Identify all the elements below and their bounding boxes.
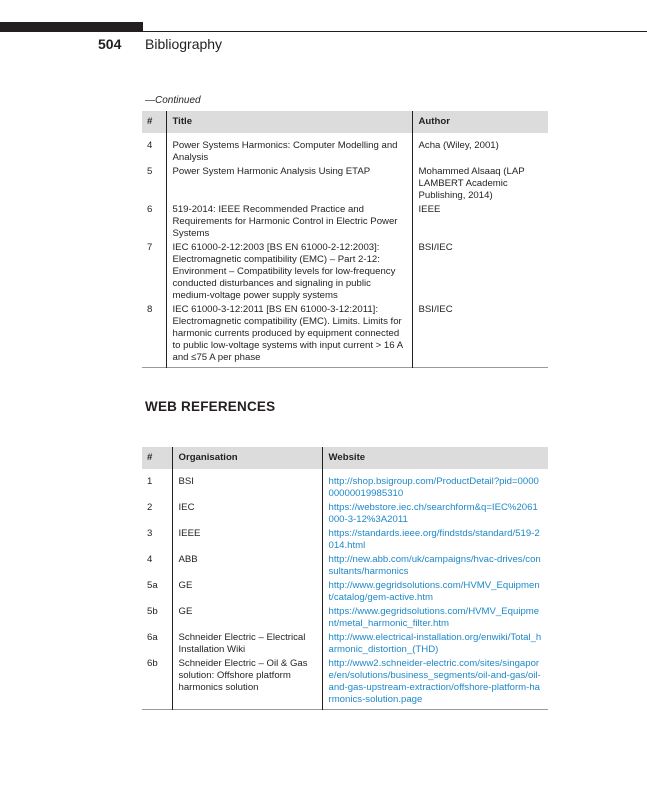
- book-author: BSI/IEC: [418, 242, 453, 253]
- book-title: IEC 61000-3-12:2011 [BS EN 61000-3-12:2011]: Electromagnetic compatibility (EMC). Limits. Limits for harmonic currents produced by equipment connected to public low-voltage systems with input current > 16 A and ≤75 A per phase: [166, 303, 412, 368]
- organisation-name: BSI: [172, 475, 322, 501]
- table-row: [142, 303, 548, 368]
- column-header-number: #: [142, 111, 166, 133]
- row-number: 8: [142, 303, 166, 368]
- row-number: 4: [142, 553, 172, 579]
- table-row: [142, 605, 548, 631]
- row-number: 3: [142, 527, 172, 553]
- website-link[interactable]: http://shop.bsigroup.com/ProductDetail?pid=000000000019985310: [328, 476, 539, 499]
- row-number: 6b: [142, 657, 172, 710]
- page-number: 504: [98, 36, 122, 52]
- table-row: [142, 527, 548, 553]
- website-link[interactable]: http://www2.schneider-electric.com/sites/singapore/en/solutions/business_segments/oil-and-gas/oil-and-gas-upstream-extraction/offshore-platform-harmonics-solution.page: [328, 658, 541, 705]
- website-link[interactable]: https://webstore.iec.ch/searchform&q=IEC%2061000-3-12%3A2011: [328, 502, 538, 525]
- web-references-heading: WEB REFERENCES: [145, 399, 276, 414]
- website-link[interactable]: http://new.abb.com/uk/campaigns/hvac-drives/consultants/harmonics: [328, 554, 541, 577]
- row-number: 6: [142, 203, 166, 241]
- column-header-author: Author: [412, 111, 548, 133]
- book-title: Power System Harmonic Analysis Using ETAP: [166, 165, 412, 203]
- website-cell: [322, 475, 548, 501]
- website-link[interactable]: https://standards.ieee.org/findstds/standard/519-2014.html: [328, 528, 540, 551]
- website-cell: [322, 579, 548, 605]
- website-link[interactable]: http://www.electrical-installation.org/enwiki/Total_harmonic_distortion_(THD): [328, 632, 542, 655]
- web-references-table: [142, 447, 548, 710]
- column-header-title: Title: [166, 111, 412, 133]
- table-row: [142, 165, 548, 203]
- organisation-name: ABB: [172, 553, 322, 579]
- website-cell: [322, 501, 548, 527]
- organisation-name: Schneider Electric – Electrical Installation Wiki: [172, 631, 322, 657]
- running-head: Bibliography: [145, 36, 223, 52]
- book-title: Power Systems Harmonics: Computer Modelling and Analysis: [166, 139, 412, 165]
- table-row: [142, 631, 548, 657]
- table-header-row: [142, 111, 548, 133]
- header-rule: [143, 31, 647, 32]
- book-title: IEC 61000-2-12:2003 [BS EN 61000-2-12:2003]: Electromagnetic compatibility (EMC) – Part 2-12: Environment – Compatibility levels for low-frequency conducted disturbances and signaling in public medium-voltage power supply systems: [166, 241, 412, 303]
- website-cell: [322, 527, 548, 553]
- books-table: [142, 111, 548, 368]
- table-row: [142, 553, 548, 579]
- row-number: 5: [142, 165, 166, 203]
- organisation-name: GE: [172, 579, 322, 605]
- website-link[interactable]: http://www.gegridsolutions.com/HVMV_Equipment/catalog/gem-active.htm: [328, 580, 540, 603]
- column-header-organisation: Organisation: [172, 447, 322, 469]
- website-cell: [322, 605, 548, 631]
- website-cell: [322, 631, 548, 657]
- organisation-name: IEC: [172, 501, 322, 527]
- row-number: 6a: [142, 631, 172, 657]
- table-row: [142, 203, 548, 241]
- website-cell: [322, 657, 548, 710]
- website-link[interactable]: https://www.gegridsolutions.com/HVMV_Equipment/metal_harmonic_filter.htm: [328, 606, 540, 629]
- table-header-row: [142, 447, 548, 469]
- book-author: Mohammed Alsaaq (LAP LAMBERT Academic Publishing, 2014): [418, 166, 525, 201]
- row-number: 5b: [142, 605, 172, 631]
- continued-label: —Continued: [145, 95, 201, 106]
- table-row: [142, 579, 548, 605]
- column-header-website: Website: [322, 447, 548, 469]
- organisation-name: Schneider Electric – Oil & Gas solution: Offshore platform harmonics solution: [172, 657, 322, 710]
- header-bar: [0, 22, 143, 32]
- website-cell: [322, 553, 548, 579]
- row-number: 4: [142, 139, 166, 165]
- row-number: 1: [142, 475, 172, 501]
- book-title: 519-2014: IEEE Recommended Practice and Requirements for Harmonic Control in Electric Power Systems: [166, 203, 412, 241]
- table-row: [142, 241, 548, 303]
- table-row: [142, 657, 548, 710]
- row-number: 7: [142, 241, 166, 303]
- book-author: BSI/IEC: [418, 304, 453, 315]
- row-number: 2: [142, 501, 172, 527]
- table-row: [142, 139, 548, 165]
- column-header-number: #: [142, 447, 172, 469]
- table-row: [142, 501, 548, 527]
- organisation-name: IEEE: [172, 527, 322, 553]
- book-author: Acha (Wiley, 2001): [418, 140, 499, 151]
- book-author: IEEE: [418, 204, 441, 215]
- table-row: [142, 475, 548, 501]
- row-number: 5a: [142, 579, 172, 605]
- organisation-name: GE: [172, 605, 322, 631]
